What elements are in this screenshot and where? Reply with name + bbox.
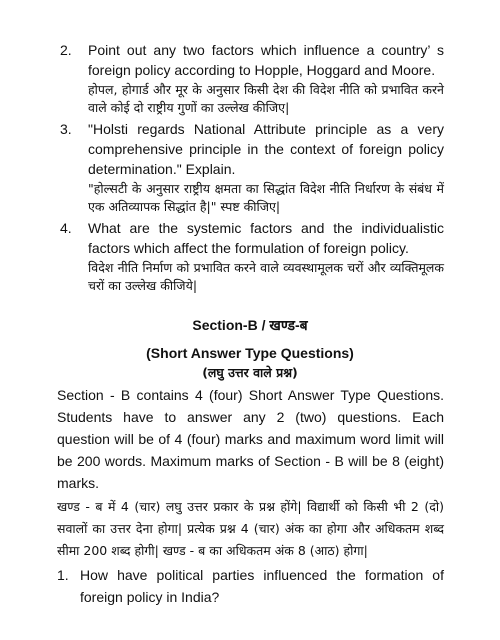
section-b-heading: Section-B / खण्ड-ब [192,317,308,333]
question-3 [0,119,500,216]
question-number: 2. [60,42,72,58]
question-text-english: "Holsti regards National Attribute principle as a very comprehensive principle in the context of foreign policy determination." Explain. [88,121,444,177]
question-text-hindi: होपल, होगार्ड और मूर के अनुसार किसी देश की विदेश नीति को प्रभावित करने वाले कोई दो राष्ट्रीय गुणों का उल्लेख कीजिए| [88,82,444,115]
section-b-question-1 [0,564,500,608]
question-text-english: What are the systemic factors and the individualistic factors which affect the formulation of foreign policy. [88,220,444,256]
section-b-subheading-hindi: (लघु उत्तर वाले प्रश्न) [202,365,298,380]
section-b-instructions-english: Section - B contains 4 (four) Short Answer Type Questions. Students have to answer any 2 (two) questions. Each question will be of 4 (four) marks and maximum word limit will be 200 words. Maximum marks of Section - B will be 8 (eight) marks. [57,387,444,491]
question-text-english: Point out any two factors which influence a country’ s foreign policy according to Hopple, Hoggard and Moore. [88,42,444,78]
question-text-hindi: "होल्सटी के अनुसार राष्ट्रीय क्षमता का सिद्धांत विदेश नीति निर्धारण के संबंध में एक अतिव्यापक सिद्धांत है|" स्पष्ट कीजिए| [88,181,444,214]
question-4 [0,218,500,295]
question-number: 3. [60,121,72,137]
section-b-instructions-hindi: खण्ड - ब में 4 (चार) लघु उत्तर प्रकार के प्रश्न होंगे| विद्यार्थी को किसी भी 2 (दो) सवालों का उत्तर देना होगा| प्रत्येक प्रश्न 4 (चार) अंक का होगा और अधिकतम शब्द सीमा 200 शब्द होगी| खण्ड - ब का अधिकतम अंक 8 (आठ) होगा| [57,499,444,558]
question-number: 1. [57,567,69,583]
question-text-hindi: विदेश नीति निर्माण को प्रभावित करने वाले व्यवस्थामूलक चरों और व्यक्तिमूलक चरों का उल्लेख कीजिये| [88,260,444,293]
question-number: 4. [60,220,72,236]
question-2 [0,40,500,117]
question-text-english: How have political parties influenced the formation of foreign policy in India? [80,567,444,605]
section-b-subheading: (Short Answer Type Questions) [146,345,354,361]
